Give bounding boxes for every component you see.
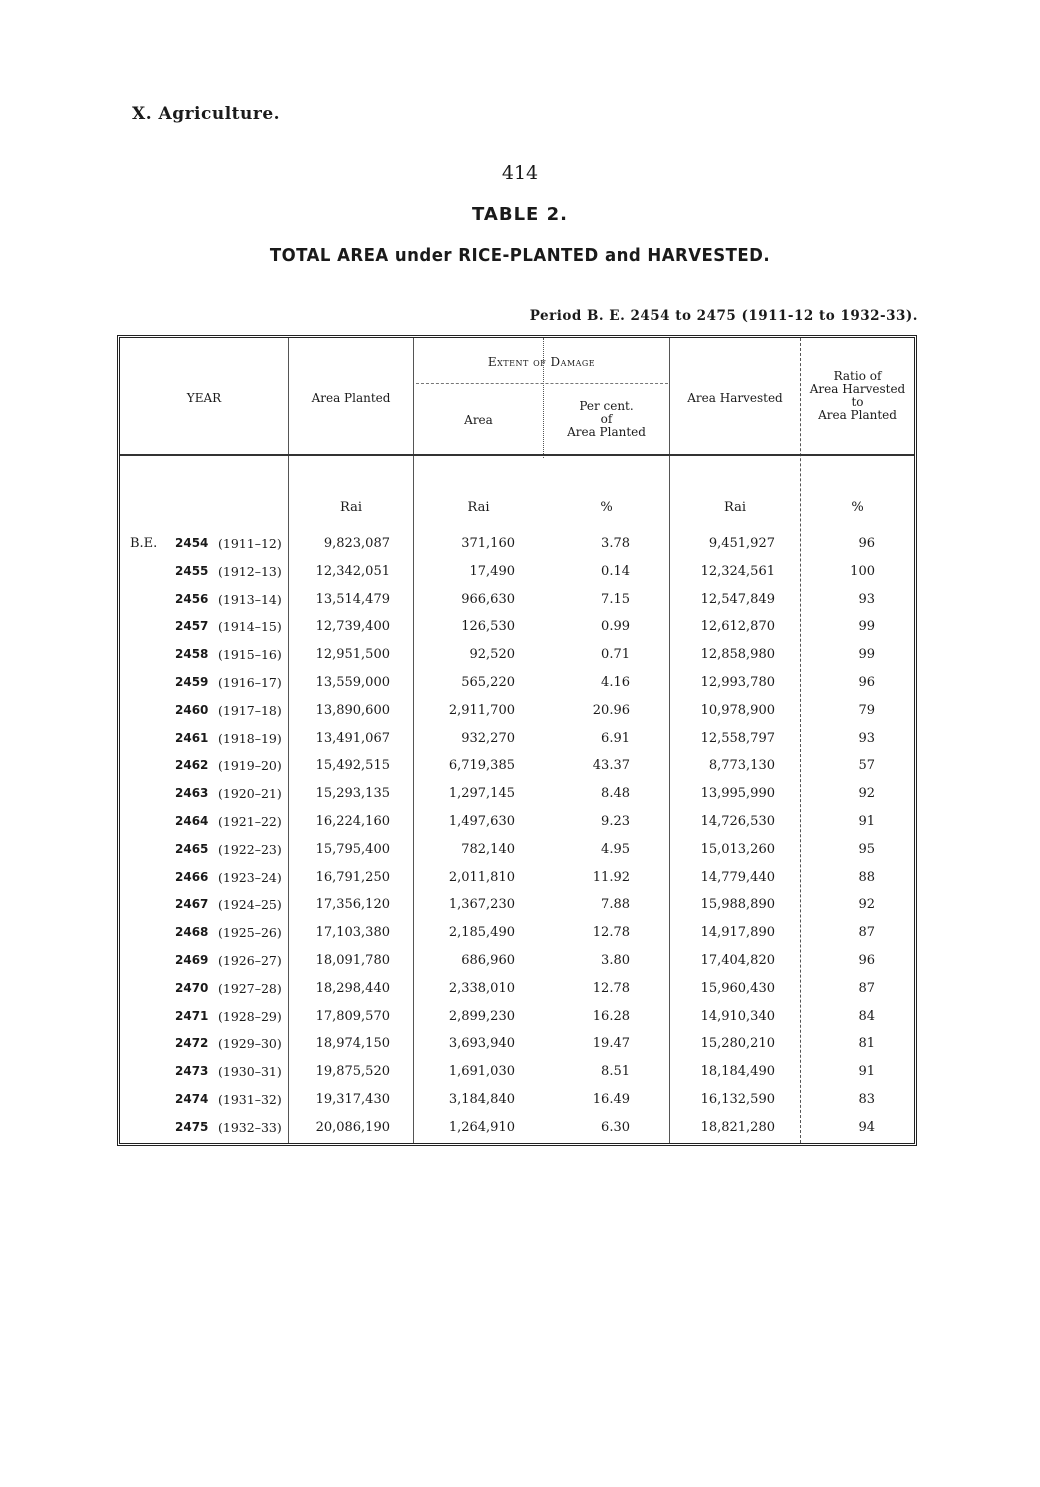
cell-damage-area: 3,184,840 <box>448 1092 515 1107</box>
cell-ratio: 83 <box>858 1092 875 1107</box>
header-per-cent-line: Per cent. <box>579 399 634 413</box>
header-subrule <box>416 383 668 384</box>
cell-ratio: 57 <box>858 758 875 774</box>
table-row <box>120 897 914 917</box>
cell-damage-area: 2,011,810 <box>448 869 515 885</box>
table-row <box>120 1036 914 1056</box>
header-ratio-line: Area Harvested <box>809 382 906 396</box>
cell-ratio: 93 <box>858 591 875 607</box>
cell-area-harvested: 12,858,980 <box>700 647 775 663</box>
cell-damage-area: 686,960 <box>461 953 515 968</box>
cell-ratio: 88 <box>858 869 875 885</box>
unit-area-harvested: Rai <box>724 500 746 515</box>
header-per-cent <box>544 400 669 439</box>
cell-area-harvested: 14,910,340 <box>700 1008 775 1024</box>
cell-ratio: 81 <box>858 1036 875 1052</box>
cell-year-ce: (1918–19) <box>218 730 282 746</box>
cell-area-harvested: 13,995,990 <box>700 786 775 802</box>
cell-year-ce: (1924–25) <box>218 897 282 913</box>
cell-year-ce: (1925–26) <box>218 925 282 941</box>
cell-area-planted: 12,342,051 <box>315 563 390 579</box>
table-row <box>120 981 914 1001</box>
cell-damage-area: 1,264,910 <box>448 1119 515 1135</box>
cell-damage-area: 565,220 <box>461 675 515 690</box>
table-row <box>120 925 914 945</box>
header-damage-area: Area <box>464 413 493 427</box>
cell-area-harvested: 15,280,210 <box>700 1036 775 1052</box>
cell-year-ce: (1929–30) <box>218 1036 282 1052</box>
cell-year-be: 2463 <box>175 786 209 801</box>
cell-year-ce: (1922–23) <box>218 841 282 857</box>
cell-area-harvested: 15,013,260 <box>700 841 775 857</box>
cell-per-cent: 4.95 <box>601 841 630 857</box>
header-rule <box>120 454 914 456</box>
table-row <box>120 1009 914 1029</box>
cell-area-planted: 16,224,160 <box>315 814 390 829</box>
cell-year-be: 2470 <box>175 980 209 995</box>
header-area-harvested: Area Harvested <box>687 391 783 405</box>
cell-per-cent: 12.78 <box>592 980 630 996</box>
cell-year-ce: (1916–17) <box>218 675 282 690</box>
cell-damage-area: 966,630 <box>461 591 515 607</box>
cell-year-ce: (1920–21) <box>218 786 282 802</box>
cell-per-cent: 0.14 <box>601 563 630 579</box>
table-row <box>120 758 914 778</box>
cell-damage-area: 1,297,145 <box>448 786 515 802</box>
cell-year-ce: (1928–29) <box>218 1008 282 1024</box>
cell-ratio: 84 <box>858 1008 875 1024</box>
table-row <box>120 536 914 556</box>
table-row <box>120 842 914 862</box>
cell-area-harvested: 10,978,900 <box>700 702 775 718</box>
table-row <box>120 592 914 612</box>
table-title: TOTAL AREA under RICE-PLANTED and HARVESTED. <box>269 245 771 266</box>
cell-damage-area: 1,691,030 <box>448 1064 515 1080</box>
cell-damage-area: 2,185,490 <box>448 925 515 941</box>
table-row <box>120 675 914 695</box>
cell-year-be: 2471 <box>175 1008 209 1023</box>
cell-year-ce: (1912–13) <box>218 563 282 579</box>
cell-ratio: 96 <box>858 536 875 551</box>
table-label: TABLE 2. <box>472 204 568 225</box>
cell-year-be: 2457 <box>175 619 209 634</box>
header-per-cent-line: of <box>600 412 613 426</box>
cell-year-ce: (1915–16) <box>218 647 282 663</box>
cell-area-planted: 18,091,780 <box>315 953 390 968</box>
cell-ratio: 94 <box>858 1119 875 1135</box>
cell-area-planted: 15,293,135 <box>315 786 390 802</box>
cell-year-be: 2460 <box>175 702 209 717</box>
table-row <box>120 731 914 751</box>
cell-ratio: 99 <box>858 647 875 663</box>
cell-per-cent: 0.71 <box>601 647 630 663</box>
cell-per-cent: 6.30 <box>601 1119 630 1135</box>
cell-area-planted: 13,559,000 <box>315 675 390 690</box>
cell-area-harvested: 8,773,130 <box>708 758 775 774</box>
cell-per-cent: 8.48 <box>601 786 630 802</box>
cell-area-planted: 13,491,067 <box>315 730 390 746</box>
header-ratio-line: Area Planted <box>818 408 897 422</box>
cell-year-be: 2466 <box>175 869 209 884</box>
cell-year-be: 2467 <box>175 897 209 912</box>
unit-damage-area: Rai <box>467 500 490 515</box>
cell-era: B.E. <box>130 536 158 551</box>
header-extent-of-damage: Extent of Damage <box>487 355 596 369</box>
cell-ratio: 95 <box>858 841 875 857</box>
cell-year-be: 2474 <box>175 1092 209 1106</box>
header-year: YEAR <box>186 391 222 405</box>
cell-ratio: 93 <box>858 730 875 746</box>
cell-year-ce: (1917–18) <box>218 702 282 718</box>
cell-damage-area: 782,140 <box>461 841 515 857</box>
cell-per-cent: 43.37 <box>592 758 630 774</box>
cell-area-harvested: 14,917,890 <box>700 925 775 941</box>
cell-area-planted: 17,103,380 <box>315 925 390 941</box>
cell-ratio: 92 <box>858 786 875 802</box>
cell-area-planted: 15,795,400 <box>315 841 390 857</box>
cell-damage-area: 1,367,230 <box>448 897 515 913</box>
cell-year-ce: (1923–24) <box>218 869 282 885</box>
cell-area-planted: 20,086,190 <box>315 1119 390 1135</box>
cell-per-cent: 0.99 <box>601 619 630 635</box>
cell-year-be: 2475 <box>175 1119 209 1134</box>
table-row <box>120 1120 914 1140</box>
cell-year-ce: (1930–31) <box>218 1064 282 1080</box>
cell-area-harvested: 9,451,927 <box>708 536 775 551</box>
cell-year-ce: (1926–27) <box>218 953 282 968</box>
cell-per-cent: 19.47 <box>592 1036 630 1052</box>
cell-area-planted: 9,823,087 <box>323 536 390 551</box>
cell-per-cent: 8.51 <box>601 1064 630 1080</box>
cell-area-harvested: 12,324,561 <box>700 563 775 579</box>
cell-area-harvested: 15,988,890 <box>700 897 775 913</box>
header-ratio <box>801 370 914 422</box>
cell-damage-area: 126,530 <box>461 619 515 635</box>
cell-year-be: 2464 <box>175 814 209 828</box>
cell-per-cent: 20.96 <box>592 702 630 718</box>
header-area-planted: Area Planted <box>311 391 391 405</box>
unit-ratio: % <box>851 500 864 515</box>
cell-ratio: 79 <box>858 702 875 718</box>
cell-area-planted: 19,875,520 <box>315 1064 390 1080</box>
cell-area-harvested: 12,547,849 <box>700 591 775 607</box>
cell-ratio: 99 <box>858 619 875 635</box>
cell-damage-area: 6,719,385 <box>448 758 515 774</box>
cell-area-harvested: 14,726,530 <box>700 814 775 829</box>
table-row <box>120 703 914 723</box>
cell-year-be: 2473 <box>175 1064 209 1079</box>
cell-damage-area: 2,899,230 <box>448 1008 515 1024</box>
cell-area-planted: 16,791,250 <box>315 869 390 885</box>
cell-ratio: 91 <box>858 814 875 829</box>
cell-ratio: 96 <box>858 953 875 968</box>
cell-per-cent: 12.78 <box>592 925 630 941</box>
table-row <box>120 647 914 667</box>
table-row <box>120 953 914 973</box>
cell-ratio: 92 <box>858 897 875 913</box>
cell-per-cent: 7.15 <box>601 591 630 607</box>
cell-area-harvested: 18,821,280 <box>700 1119 775 1135</box>
cell-year-be: 2455 <box>175 563 209 578</box>
header-per-cent-line: Area Planted <box>567 425 646 439</box>
cell-damage-area: 2,338,010 <box>448 980 515 996</box>
cell-year-be: 2454 <box>175 536 209 550</box>
cell-area-harvested: 18,184,490 <box>700 1064 775 1080</box>
cell-area-planted: 12,951,500 <box>315 647 390 663</box>
cell-per-cent: 6.91 <box>601 730 630 746</box>
cell-year-be: 2469 <box>175 953 209 967</box>
cell-area-planted: 13,890,600 <box>315 702 390 718</box>
cell-per-cent: 3.78 <box>601 536 630 551</box>
cell-area-harvested: 16,132,590 <box>700 1092 775 1107</box>
cell-year-ce: (1914–15) <box>218 619 282 635</box>
cell-year-ce: (1931–32) <box>218 1092 282 1107</box>
cell-year-be: 2456 <box>175 591 209 606</box>
cell-damage-area: 17,490 <box>469 563 515 579</box>
cell-ratio: 100 <box>850 563 875 579</box>
cell-ratio: 91 <box>858 1064 875 1080</box>
cell-area-harvested: 15,960,430 <box>700 980 775 996</box>
cell-year-be: 2459 <box>175 675 209 689</box>
cell-year-ce: (1913–14) <box>218 591 282 607</box>
table-row <box>120 814 914 834</box>
cell-area-planted: 18,298,440 <box>315 980 390 996</box>
table-row <box>120 619 914 639</box>
cell-area-harvested: 12,558,797 <box>700 730 775 746</box>
cell-area-harvested: 12,993,780 <box>700 675 775 690</box>
cell-year-be: 2468 <box>175 925 209 940</box>
cell-per-cent: 9.23 <box>601 814 630 829</box>
table-row <box>120 1092 914 1112</box>
cell-year-ce: (1919–20) <box>218 758 282 774</box>
period-caption: Period B. E. 2454 to 2475 (1911-12 to 1932-33). <box>529 308 918 324</box>
cell-damage-area: 1,497,630 <box>448 814 515 829</box>
cell-per-cent: 16.28 <box>592 1008 630 1024</box>
page-number: 414 <box>501 162 539 184</box>
cell-area-harvested: 14,779,440 <box>700 869 775 885</box>
table-row <box>120 564 914 584</box>
table-row <box>120 1064 914 1084</box>
section-heading: X. Agriculture. <box>132 104 281 124</box>
cell-ratio: 87 <box>858 980 875 996</box>
cell-damage-area: 3,693,940 <box>448 1036 515 1052</box>
cell-per-cent: 3.80 <box>601 953 630 968</box>
cell-per-cent: 11.92 <box>592 869 630 885</box>
cell-area-planted: 12,739,400 <box>315 619 390 635</box>
cell-area-harvested: 17,404,820 <box>700 953 775 968</box>
unit-per-cent: % <box>600 500 613 515</box>
cell-year-ce: (1927–28) <box>218 980 282 996</box>
cell-per-cent: 16.49 <box>592 1092 630 1107</box>
unit-area-planted: Rai <box>340 500 362 515</box>
cell-area-planted: 17,809,570 <box>315 1008 390 1024</box>
cell-year-be: 2462 <box>175 758 209 773</box>
cell-area-planted: 17,356,120 <box>315 897 390 913</box>
cell-damage-area: 371,160 <box>461 536 515 551</box>
cell-year-be: 2461 <box>175 730 209 745</box>
data-table <box>117 335 917 1146</box>
cell-per-cent: 4.16 <box>601 675 630 690</box>
cell-year-ce: (1921–22) <box>218 814 282 829</box>
cell-year-ce: (1932–33) <box>218 1119 282 1135</box>
cell-area-planted: 19,317,430 <box>315 1092 390 1107</box>
cell-damage-area: 2,911,700 <box>448 702 515 718</box>
cell-area-planted: 18,974,150 <box>315 1036 390 1052</box>
cell-damage-area: 92,520 <box>469 647 515 663</box>
table-row <box>120 870 914 890</box>
cell-area-planted: 13,514,479 <box>315 591 390 607</box>
header-ratio-line: to <box>851 395 864 409</box>
cell-ratio: 87 <box>858 925 875 941</box>
cell-damage-area: 932,270 <box>461 730 515 746</box>
cell-year-be: 2458 <box>175 647 209 662</box>
cell-year-be: 2465 <box>175 841 209 856</box>
header-ratio-line: Ratio of <box>833 369 882 383</box>
cell-year-be: 2472 <box>175 1036 209 1051</box>
cell-ratio: 96 <box>858 675 875 690</box>
cell-year-ce: (1911–12) <box>218 536 282 551</box>
cell-per-cent: 7.88 <box>601 897 630 913</box>
cell-area-harvested: 12,612,870 <box>700 619 775 635</box>
table-row <box>120 786 914 806</box>
cell-area-planted: 15,492,515 <box>315 758 390 774</box>
